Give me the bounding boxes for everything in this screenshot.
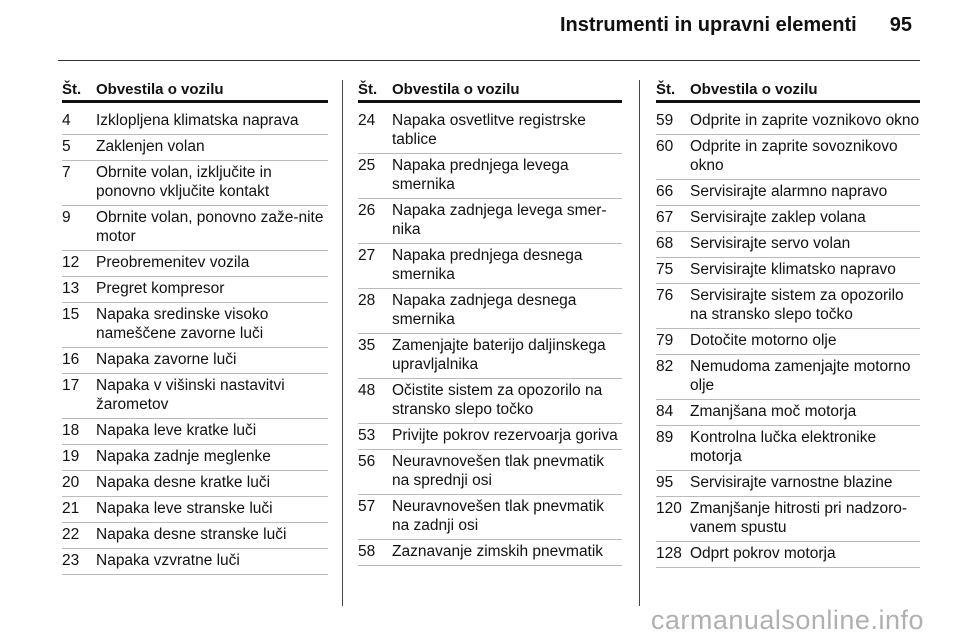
table-row: [62, 303, 328, 348]
table-row: [62, 549, 328, 575]
message-text: Servisirajte klimatsko napravo: [690, 261, 896, 278]
table-row: [62, 109, 328, 135]
table-row: [358, 244, 622, 289]
table-row: [62, 135, 328, 161]
table-row: [358, 379, 622, 424]
page-number: 95: [889, 14, 912, 36]
column-divider: [639, 80, 640, 606]
message-text: Servisirajte alarmno napravo: [690, 183, 888, 200]
header-rule: [58, 60, 920, 61]
message-text: Obrnite volan, ponovno zaže-nite motor: [96, 209, 324, 245]
table-row: [656, 284, 920, 329]
message-text: Servisirajte zaklep volana: [690, 209, 866, 226]
message-number: 67: [656, 209, 674, 226]
column-header-text: Obvestila o vozilu: [392, 81, 520, 98]
message-number: 35: [358, 337, 376, 354]
message-text: Očistite sistem za opozorilo na stransko slepo točko: [392, 382, 603, 418]
message-number: 25: [358, 157, 376, 174]
message-text: Napaka zadnjega levega smer-nika: [392, 202, 607, 238]
message-number: 57: [358, 498, 376, 515]
table-row: [358, 540, 622, 566]
message-number: 76: [656, 287, 674, 304]
message-text: Servisirajte sistem za opozorilo na stransko slepo točko: [690, 287, 904, 323]
table-row: [358, 334, 622, 379]
message-text: Napaka v višinski nastavitvi žarometov: [96, 377, 285, 413]
message-number: 17: [62, 377, 80, 394]
message-text: Kontrolna lučka elektronike motorja: [690, 429, 877, 465]
message-text: Napaka sredinske visoko nameščene zavorne luči: [96, 306, 269, 342]
message-number: 27: [358, 247, 376, 264]
column-header: [62, 80, 328, 103]
message-number: 82: [656, 358, 674, 375]
message-text: Napaka prednjega desnega smernika: [392, 247, 583, 283]
table-row: [62, 251, 328, 277]
message-text: Preobremenitev vozila: [96, 254, 250, 271]
message-text: Napaka leve kratke luči: [96, 422, 257, 439]
table-row: [62, 277, 328, 303]
message-number: 58: [358, 543, 376, 560]
table-row: [358, 450, 622, 495]
column-header-num: Št.: [358, 81, 378, 98]
message-number: 16: [62, 351, 80, 368]
message-number: 4: [62, 112, 71, 129]
message-text: Zaznavanje zimskih pnevmatik: [392, 543, 604, 560]
message-text: Neuravnovešen tlak pnevmatik na sprednji osi: [392, 453, 604, 489]
table-row: [62, 471, 328, 497]
table-row: [656, 180, 920, 206]
message-number: 89: [656, 429, 674, 446]
message-number: 21: [62, 500, 80, 517]
message-number: 56: [358, 453, 376, 470]
message-number: 13: [62, 280, 80, 297]
table-row: [62, 348, 328, 374]
message-text: Napaka desne kratke luči: [96, 474, 271, 491]
message-text: Napaka osvetlitve registrske tablice: [392, 112, 586, 148]
table-row: [656, 542, 920, 568]
message-number: 53: [358, 427, 376, 444]
message-number: 9: [62, 209, 71, 226]
table-row: [656, 329, 920, 355]
table-column-2: [358, 80, 622, 566]
message-text: Zaklenjen volan: [96, 138, 205, 155]
table-row: [656, 497, 920, 542]
message-text: Napaka zadnje meglenke: [96, 448, 271, 465]
message-text: Nemudoma zamenjajte motorno olje: [690, 358, 911, 394]
message-number: 5: [62, 138, 71, 155]
message-number: 20: [62, 474, 80, 491]
message-number: 23: [62, 552, 80, 569]
watermark: carmanualsonline.info: [650, 605, 924, 635]
message-text: Odprt pokrov motorja: [690, 545, 836, 562]
message-text: Obrnite volan, izključite in ponovno vključite kontakt: [96, 164, 272, 200]
table-row: [358, 495, 622, 540]
message-text: Napaka zavorne luči: [96, 351, 237, 368]
table-row: [656, 135, 920, 180]
message-number: 84: [656, 403, 674, 420]
message-number: 66: [656, 183, 674, 200]
table-row: [656, 232, 920, 258]
message-number: 75: [656, 261, 674, 278]
table-row: [62, 445, 328, 471]
table-row: [62, 497, 328, 523]
message-number: 128: [656, 545, 682, 562]
table-row: [656, 426, 920, 471]
message-number: 15: [62, 306, 80, 323]
table-row: [656, 206, 920, 232]
column-header-num: Št.: [656, 81, 676, 98]
table-row: [358, 109, 622, 154]
column-header-text: Obvestila o vozilu: [96, 81, 224, 98]
table-row: [656, 355, 920, 400]
message-text: Napaka prednjega levega smernika: [392, 157, 569, 193]
message-text: Neuravnovešen tlak pnevmatik na zadnji osi: [392, 498, 604, 534]
table-column-1: [62, 80, 328, 575]
message-text: Zmanjšana moč motorja: [690, 403, 857, 420]
message-text: Izklopljena klimatska naprava: [96, 112, 299, 129]
table-row: [656, 109, 920, 135]
table-row: [656, 258, 920, 284]
message-text: Zmanjšanje hitrosti pri nadzoro-vanem spustu: [690, 500, 908, 536]
message-text: Napaka zadnjega desnega smernika: [392, 292, 577, 328]
table-column-3: [656, 80, 920, 568]
message-number: 19: [62, 448, 80, 465]
message-number: 60: [656, 138, 674, 155]
message-number: 68: [656, 235, 674, 252]
table-row: [62, 419, 328, 445]
column-header: [358, 80, 622, 103]
message-text: Odprite in zaprite sovoznikovo okno: [690, 138, 898, 174]
table-row: [656, 471, 920, 497]
message-number: 26: [358, 202, 376, 219]
message-text: Pregret kompresor: [96, 280, 225, 297]
message-text: Napaka vzvratne luči: [96, 552, 240, 569]
column-header: [656, 80, 920, 103]
message-number: 18: [62, 422, 80, 439]
message-number: 22: [62, 526, 80, 543]
message-number: 48: [358, 382, 376, 399]
table-row: [358, 424, 622, 450]
message-number: 120: [656, 500, 682, 517]
table-row: [656, 400, 920, 426]
message-number: 24: [358, 112, 376, 129]
page-title: Instrumenti in upravni elementi: [560, 14, 857, 36]
table-row: [358, 199, 622, 244]
message-number: 59: [656, 112, 674, 129]
message-text: Dotočite motorno olje: [690, 332, 837, 349]
column-header-text: Obvestila o vozilu: [690, 81, 818, 98]
column-header-num: Št.: [62, 81, 82, 98]
message-number: 12: [62, 254, 80, 271]
message-number: 7: [62, 164, 71, 181]
table-row: [62, 374, 328, 419]
message-text: Servisirajte servo volan: [690, 235, 851, 252]
message-text: Napaka leve stranske luči: [96, 500, 273, 517]
message-number: 79: [656, 332, 674, 349]
table-row: [62, 523, 328, 549]
message-text: Odprite in zaprite voznikovo okno: [690, 112, 920, 129]
message-text: Zamenjajte baterijo daljinskega upravljalnika: [392, 337, 606, 373]
table-row: [358, 289, 622, 334]
table-row: [62, 206, 328, 251]
table-row: [62, 161, 328, 206]
message-text: Napaka desne stranske luči: [96, 526, 287, 543]
column-divider: [342, 80, 343, 606]
message-number: 95: [656, 474, 674, 491]
message-text: Privijte pokrov rezervoarja goriva: [392, 427, 618, 444]
message-number: 28: [358, 292, 376, 309]
table-row: [358, 154, 622, 199]
message-text: Servisirajte varnostne blazine: [690, 474, 893, 491]
